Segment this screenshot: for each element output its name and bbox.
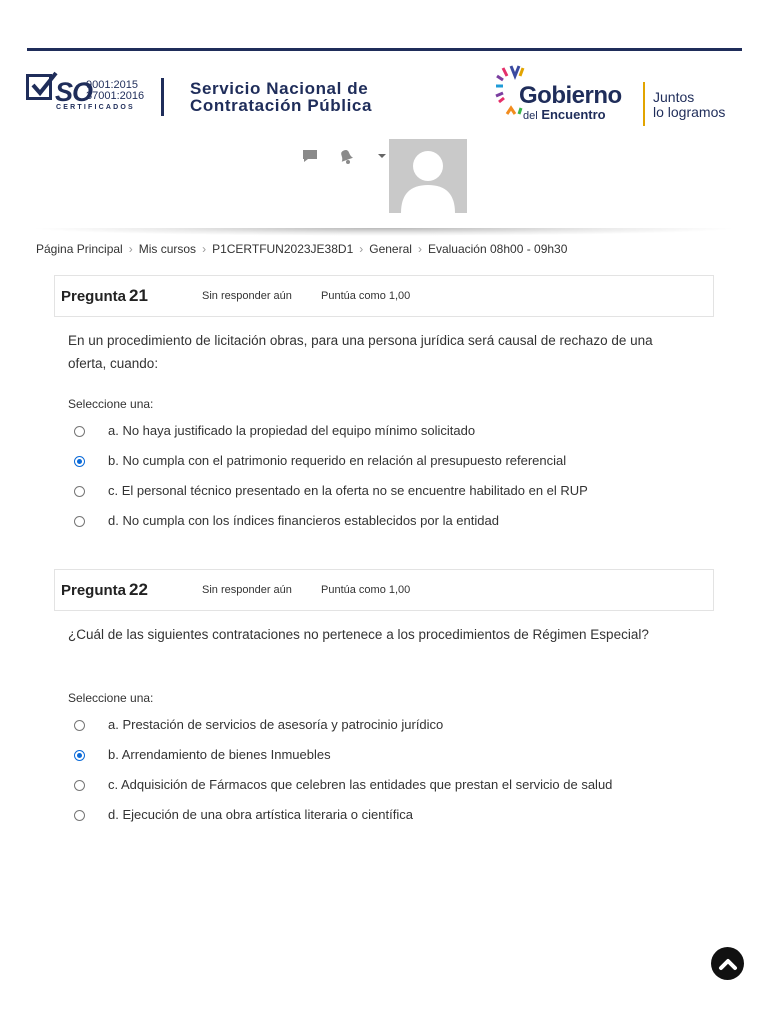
header-shadow-divider: [28, 228, 740, 236]
gobierno-subtitle: [523, 107, 606, 122]
radio-button[interactable]: [74, 780, 85, 791]
radio-button[interactable]: [74, 426, 85, 437]
chevron-right-icon: ›: [417, 242, 422, 256]
gobierno-encuentro-logo: [493, 62, 748, 128]
breadcrumb: [36, 242, 567, 256]
answer-option[interactable]: [70, 512, 670, 532]
messages-icon[interactable]: [300, 146, 320, 166]
radio-button[interactable]: [74, 810, 85, 821]
answer-option-label[interactable]: a. No haya justificado la propiedad del equipo mínimo solicitado: [108, 423, 476, 438]
breadcrumb-home[interactable]: Página Principal: [36, 242, 123, 256]
question-text: ¿Cuál de las siguientes contrataciones no pertenece a los procedimientos de Régimen Especial?: [68, 627, 649, 642]
iso-standard-37001: 37001:2016: [86, 90, 145, 102]
answer-option-label[interactable]: c. El personal técnico presentado en la oferta no se encuentre habilitado en el RUP: [108, 483, 588, 498]
iso-certified-label: CERTIFICADOS: [56, 104, 135, 111]
logo-divider: [161, 78, 164, 116]
user-avatar-icon: [389, 139, 467, 213]
iso-mark: SO: [55, 77, 93, 107]
question-grade: Puntúa como 1,00: [321, 584, 411, 596]
radio-button[interactable]: [74, 720, 85, 731]
answer-option-label[interactable]: a. Prestación de servicios de asesoría y patrocinio jurídico: [108, 717, 444, 732]
notifications-icon[interactable]: [336, 146, 356, 166]
radio-button[interactable]: [74, 486, 85, 497]
question-info-box: [54, 569, 714, 611]
gobierno-sub-main: Encuentro: [541, 107, 606, 122]
chevron-up-icon: [718, 956, 738, 972]
question-number: [61, 286, 148, 306]
chevron-right-icon: ›: [128, 242, 133, 256]
answer-option-label[interactable]: d. No cumpla con los índices financieros establecidos por la entidad: [108, 513, 499, 528]
question-number-value: 22: [129, 580, 148, 599]
answer-option[interactable]: [70, 482, 670, 502]
radio-button-selected[interactable]: [74, 750, 85, 761]
answer-option[interactable]: [70, 746, 670, 766]
chevron-right-icon: ›: [359, 242, 364, 256]
answer-option-label[interactable]: c. Adquisición de Fármacos que celebren las entidades que prestan el servicio de salud: [108, 777, 613, 792]
avatar[interactable]: [389, 139, 467, 213]
answer-option[interactable]: [70, 776, 670, 796]
gobierno-sub-prefix: del: [523, 110, 538, 122]
breadcrumb-section[interactable]: General: [369, 242, 412, 256]
answer-option[interactable]: [70, 452, 670, 472]
question-number-value: 21: [129, 286, 148, 305]
iso-checkmark-icon: [26, 74, 52, 100]
gobierno-slogan: [653, 90, 725, 120]
breadcrumb-my-courses[interactable]: Mis cursos: [138, 242, 197, 256]
question-text: En un procedimiento de licitación obras, para una persona jurídica será causal de rechazo de una oferta, cuando:: [68, 333, 653, 371]
answer-option[interactable]: [70, 716, 670, 736]
answer-prompt: Seleccione una:: [68, 691, 154, 705]
slogan-line-1: Juntos: [653, 89, 695, 105]
user-navigation: [300, 146, 392, 166]
header-top-rule: [27, 48, 742, 51]
question-label: Pregunta: [61, 582, 127, 599]
answer-option[interactable]: [70, 422, 670, 442]
iso-standard-9001: 9001:2015: [86, 79, 138, 91]
question-state: Sin responder aún: [202, 584, 292, 596]
answer-option[interactable]: [70, 806, 670, 826]
question-label: Pregunta: [61, 288, 127, 305]
sercop-line-2: Contratación Pública: [190, 96, 373, 115]
slogan-line-2: lo logramos: [653, 104, 726, 120]
radio-button[interactable]: [74, 516, 85, 527]
gobierno-title: Gobierno: [519, 82, 622, 109]
answer-option-label[interactable]: d. Ejecución de una obra artística literaria o científica: [108, 807, 413, 822]
question-number: [61, 580, 148, 600]
question-grade: Puntúa como 1,00: [321, 290, 411, 302]
question-state: Sin responder aún: [202, 290, 292, 302]
back-to-top-button[interactable]: [711, 947, 744, 980]
breadcrumb-quiz[interactable]: Evaluación 08h00 - 09h30: [427, 242, 568, 256]
question-info-box: [54, 275, 714, 317]
gobierno-divider: [643, 82, 645, 126]
breadcrumb-course[interactable]: P1CERTFUN2023JE38D1: [212, 242, 354, 256]
sercop-logo-text: [190, 80, 372, 114]
iso-standards: [86, 80, 144, 102]
answer-option-label[interactable]: b. No cumpla con el patrimonio requerido en relación al presupuesto referencial: [108, 453, 567, 468]
answer-prompt: Seleccione una:: [68, 397, 154, 411]
radio-button-selected[interactable]: [74, 456, 85, 467]
chevron-right-icon: ›: [202, 242, 207, 256]
answer-option-label[interactable]: b. Arrendamiento de bienes Inmuebles: [108, 747, 331, 762]
sercop-line-1: Servicio Nacional de: [190, 79, 369, 98]
iso-certification-logo: [26, 72, 145, 116]
